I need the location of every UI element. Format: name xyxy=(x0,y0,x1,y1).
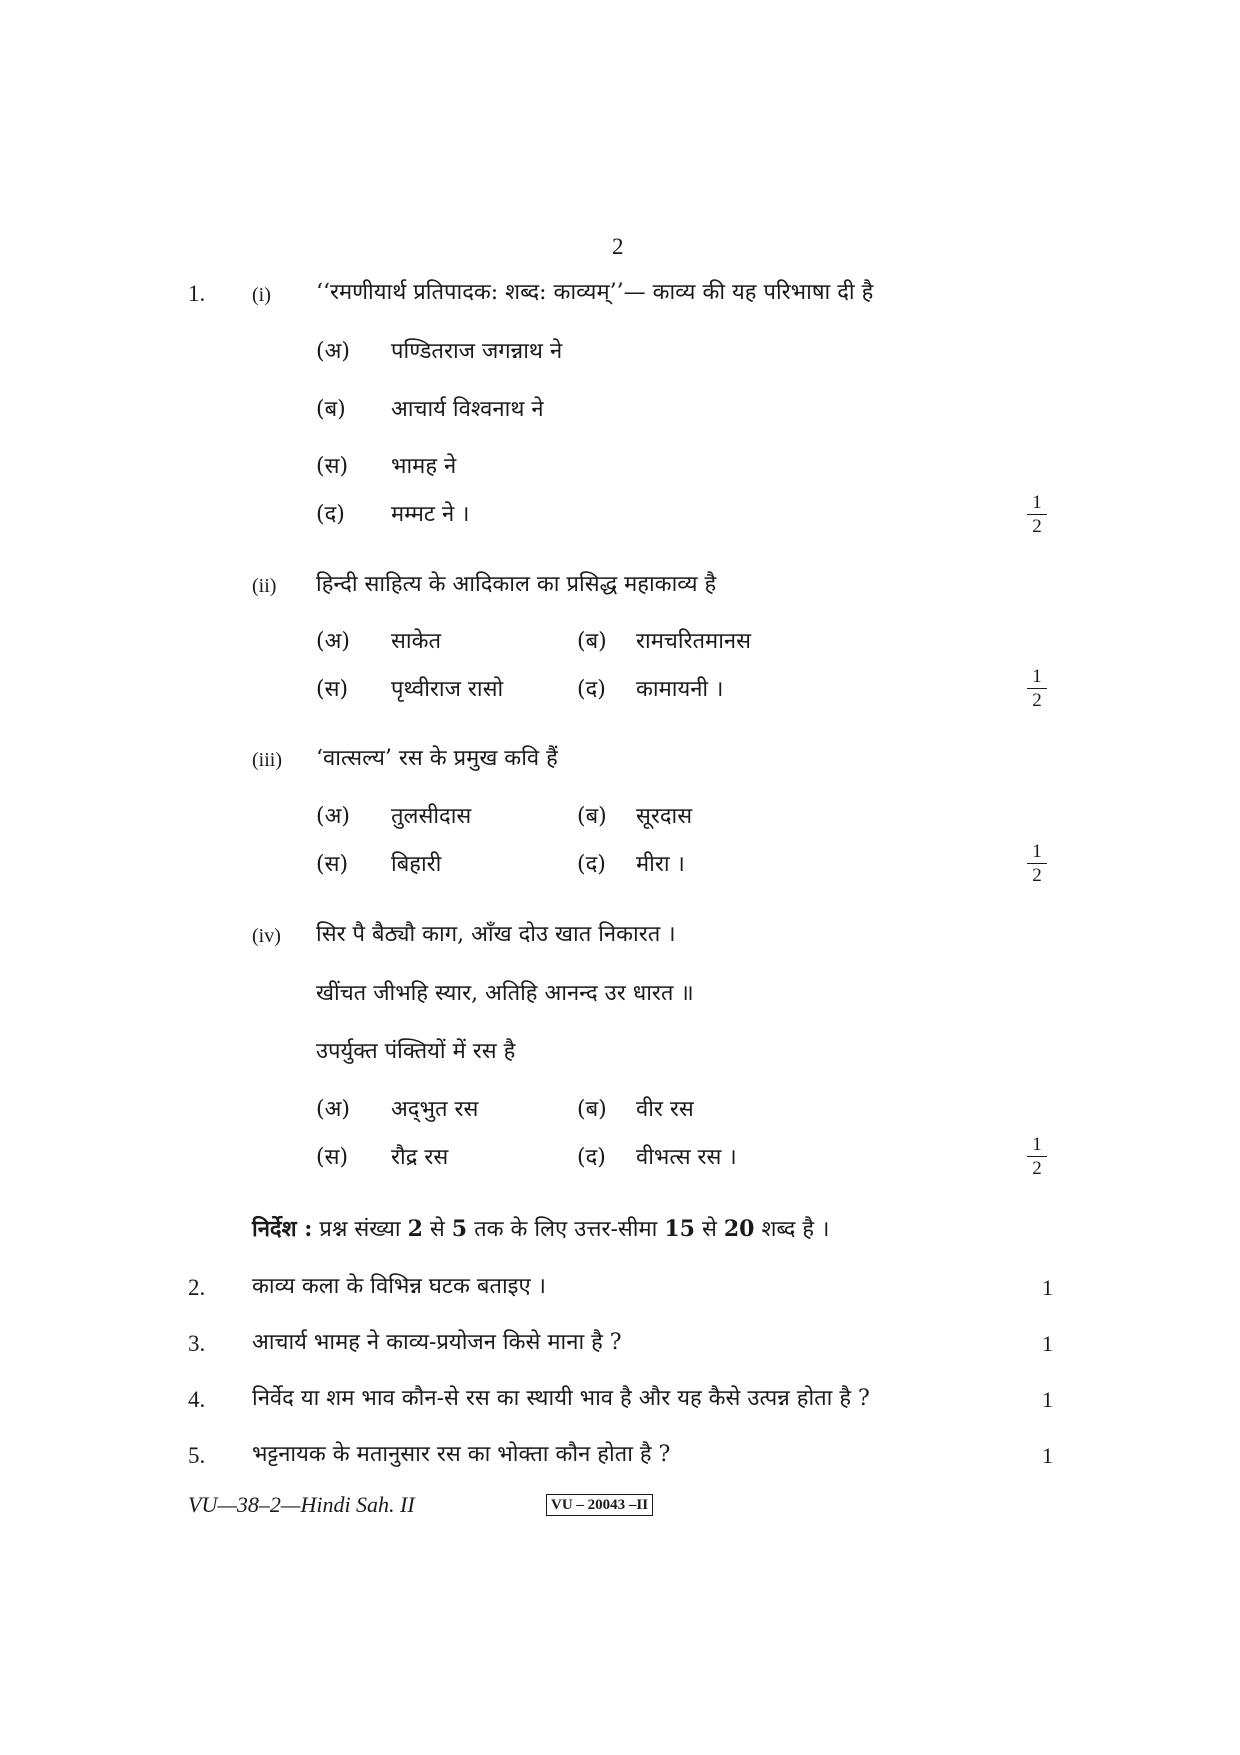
q1-ii-marks xyxy=(1027,667,1047,710)
q1-ii-option-d: कामायनी । xyxy=(636,677,724,702)
instruction-text-3: तक के लिए उत्तर-सीमा xyxy=(474,1217,658,1242)
q1-iii-option-a: तुलसीदास xyxy=(391,804,472,829)
q1-i-marks xyxy=(1027,493,1047,536)
q1-iv-option-d-label: (द) xyxy=(577,1145,606,1170)
marks-denominator: 2 xyxy=(1032,1158,1042,1179)
instruction-text-4: से xyxy=(701,1217,717,1242)
instruction-text-1: प्रश्न संख्या xyxy=(319,1217,401,1242)
question-3-marks: 1 xyxy=(1042,1331,1053,1356)
q1-i-option-b-label: (ब) xyxy=(316,397,346,422)
instruction-text-5: शब्द है । xyxy=(761,1217,830,1242)
q1-i-option-b: आचार्य विश्वनाथ ने xyxy=(391,397,544,422)
question-4-marks: 1 xyxy=(1042,1387,1053,1412)
q1-iii-option-c-label: (स) xyxy=(316,852,349,877)
question-2-marks: 1 xyxy=(1042,1275,1053,1300)
question-5-marks: 1 xyxy=(1042,1443,1053,1468)
q1-ii-question: हिन्दी साहित्य के आदिकाल का प्रसिद्ध महाकाव्य है xyxy=(316,572,717,597)
q1-ii-option-b: रामचरितमानस xyxy=(636,629,751,654)
q1-iii-label: (iii) xyxy=(252,749,282,771)
marks-denominator: 2 xyxy=(1032,690,1042,711)
marks-numerator: 1 xyxy=(1032,841,1042,862)
q1-i-option-c: भामह ने xyxy=(391,454,457,479)
marks-denominator: 2 xyxy=(1032,516,1042,537)
q1-iv-question: उपर्युक्त पंक्तियों में रस है xyxy=(316,1039,516,1064)
q1-iii-option-b-label: (ब) xyxy=(577,804,607,829)
question-5-text: भट्टनायक के मतानुसार रस का भोक्ता कौन होता है ? xyxy=(252,1442,671,1467)
instruction-num-4: 20 xyxy=(723,1216,755,1242)
question-5-number: 5. xyxy=(188,1443,206,1468)
instruction-num-3: 15 xyxy=(664,1216,695,1242)
q1-ii-option-c-label: (स) xyxy=(316,677,349,702)
q1-ii-option-b-label: (ब) xyxy=(577,629,607,654)
q1-ii-option-a-label: (अ) xyxy=(316,629,350,654)
marks-numerator: 1 xyxy=(1032,492,1042,513)
q1-iv-option-b: वीर रस xyxy=(636,1097,694,1122)
q1-iii-option-a-label: (अ) xyxy=(316,804,350,829)
question-2-number: 2. xyxy=(188,1275,206,1300)
page-number: 2 xyxy=(612,234,624,259)
q1-iv-option-d: वीभत्स रस । xyxy=(636,1145,737,1170)
q1-iii-option-d: मीरा । xyxy=(636,852,685,877)
q1-iv-marks xyxy=(1027,1135,1047,1178)
q1-iv-label: (iv) xyxy=(252,925,281,947)
q1-iii-option-d-label: (द) xyxy=(577,852,606,877)
q1-i-option-d: मम्मट ने । xyxy=(391,502,470,527)
q1-iii-question: ‘वात्सल्य’ रस के प्रमुख कवि हैं xyxy=(316,746,558,771)
marks-numerator: 1 xyxy=(1032,1134,1042,1155)
marks-denominator: 2 xyxy=(1032,865,1042,886)
q1-iv-option-b-label: (ब) xyxy=(577,1097,607,1122)
q1-i-option-c-label: (स) xyxy=(316,454,349,479)
question-4-number: 4. xyxy=(188,1387,206,1412)
q1-iv-option-a: अद्‌भुत रस xyxy=(391,1097,479,1122)
q1-i-label: (i) xyxy=(252,284,271,306)
instruction-num-1: 2 xyxy=(407,1216,423,1242)
q1-iv-option-c-label: (स) xyxy=(316,1145,349,1170)
q1-iv-option-a-label: (अ) xyxy=(316,1097,350,1122)
footer-paper-code: VU—38–2—Hindi Sah. II xyxy=(188,1492,415,1517)
q1-i-option-a-label: (अ) xyxy=(316,339,350,364)
q1-iv-verse-line-2: खींचत जीभहि स्यार, अतिहि आनन्द उर धारत ॥ xyxy=(316,981,694,1006)
q1-i-option-a: पण्डितराज जगन्नाथ ने xyxy=(391,339,563,364)
footer-exam-code-box: VU – 20043 –II xyxy=(546,1494,653,1516)
instruction xyxy=(252,1214,829,1245)
q1-iv-option-c: रौद्र रस xyxy=(391,1145,449,1170)
q1-iii-marks xyxy=(1027,842,1047,885)
q1-iii-option-b: सूरदास xyxy=(636,804,693,829)
q1-ii-label: (ii) xyxy=(252,575,277,597)
q1-i-option-d-label: (द) xyxy=(316,502,345,527)
q1-i-question: ‘‘रमणीयार्थ प्रतिपादक: शब्द: काव्यम्’’— काव्य की यह परिभाषा दी है xyxy=(316,280,874,305)
q1-ii-option-a: साकेत xyxy=(391,629,442,654)
q1-ii-option-c: पृथ्वीराज रासो xyxy=(391,677,504,702)
instruction-num-2: 5 xyxy=(451,1216,468,1242)
question-3-number: 3. xyxy=(188,1331,206,1356)
instruction-label: निर्देश : xyxy=(252,1216,313,1242)
question-4-text: निर्वेद या शम भाव कौन-से रस का स्थायी भाव है और यह कैसे उत्पन्न होता है ? xyxy=(252,1386,870,1411)
instruction-text-2: से xyxy=(429,1217,445,1242)
q1-iv-verse-line-1: सिर पै बैठ्यौ काग, आँख दोउ खात निकारत । xyxy=(316,922,676,947)
marks-numerator: 1 xyxy=(1032,666,1042,687)
question-2-text: काव्य कला के विभिन्न घटक बताइए । xyxy=(252,1274,546,1299)
question-1-number: 1. xyxy=(188,281,206,306)
q1-ii-option-d-label: (द) xyxy=(577,677,606,702)
question-3-text: आचार्य भामह ने काव्य-प्रयोजन किसे माना है ? xyxy=(252,1330,622,1355)
q1-iii-option-c: बिहारी xyxy=(391,852,442,877)
